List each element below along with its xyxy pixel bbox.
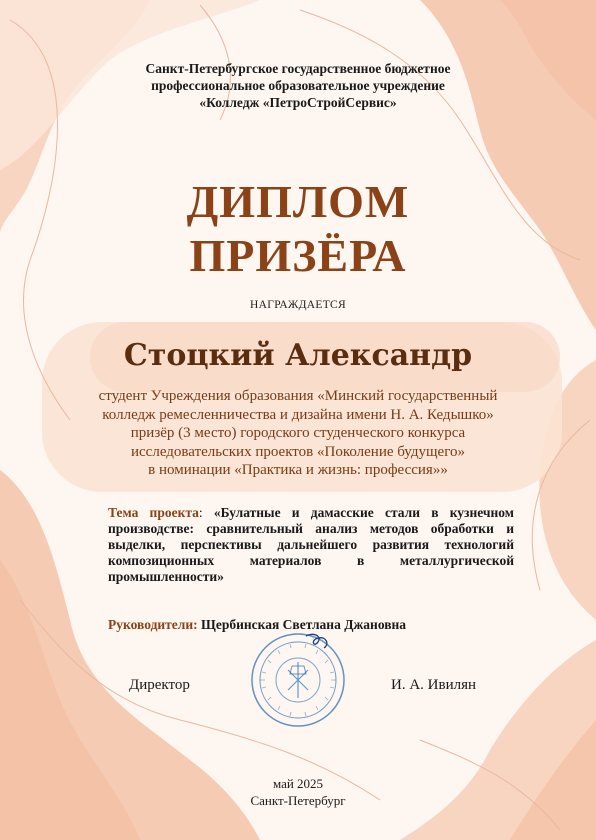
organization-line-1: Санкт-Петербургское государственное бюджетное bbox=[145, 61, 451, 76]
recipient-name: Стоцкий Александр bbox=[123, 338, 473, 373]
title-line-2: ПРИЗЁРА bbox=[189, 230, 407, 281]
description-line: призёр (3 место) городского студенческого конкурса bbox=[130, 425, 466, 441]
description-line: в номинации «Практика и жизнь: профессия»» bbox=[148, 462, 448, 478]
awarded-label: НАГРАЖДАЕТСЯ bbox=[250, 299, 346, 311]
topic-colon: : bbox=[198, 505, 214, 520]
project-topic bbox=[108, 505, 514, 585]
seal-stamp-icon bbox=[248, 630, 348, 730]
award-description bbox=[50, 387, 546, 480]
leaders-name: Щербинская Светлана Джановна bbox=[201, 617, 407, 632]
description-line: студент Учреждения образования «Минский государственный bbox=[98, 388, 498, 404]
topic-label: Тема проекта bbox=[108, 505, 199, 520]
organization-line-3: «Колледж «ПетроСтройСервис» bbox=[199, 95, 397, 110]
description-line: исследовательских проектов «Поколение будущего» bbox=[131, 443, 465, 460]
organization-name bbox=[60, 60, 536, 111]
description-line: колледж ремесленничества и дизайна имени Н. А. Кедышко» bbox=[102, 406, 494, 423]
organization-line-2: профессиональное образовательное учреждение bbox=[151, 78, 445, 93]
issue-date-place bbox=[0, 775, 596, 809]
leaders-label: Руководители bbox=[108, 617, 194, 632]
leaders-colon: : bbox=[193, 617, 202, 632]
director-name: И. А. Ивилян bbox=[391, 677, 477, 693]
issue-date: май 2025 bbox=[272, 776, 324, 791]
topic-text: «Булатные и дамасские стали в кузнечном производстве: сравнительный анализ методов обработки и выделки, перспективы дальнейшего развития технологий композиционных материалов в металлургической промышленности» bbox=[108, 505, 514, 584]
director-label: Директор bbox=[129, 677, 190, 693]
issue-city: Санкт-Петербург bbox=[250, 793, 346, 808]
title-line-1: ДИПЛОМ bbox=[186, 176, 410, 227]
diploma-title bbox=[0, 175, 596, 283]
